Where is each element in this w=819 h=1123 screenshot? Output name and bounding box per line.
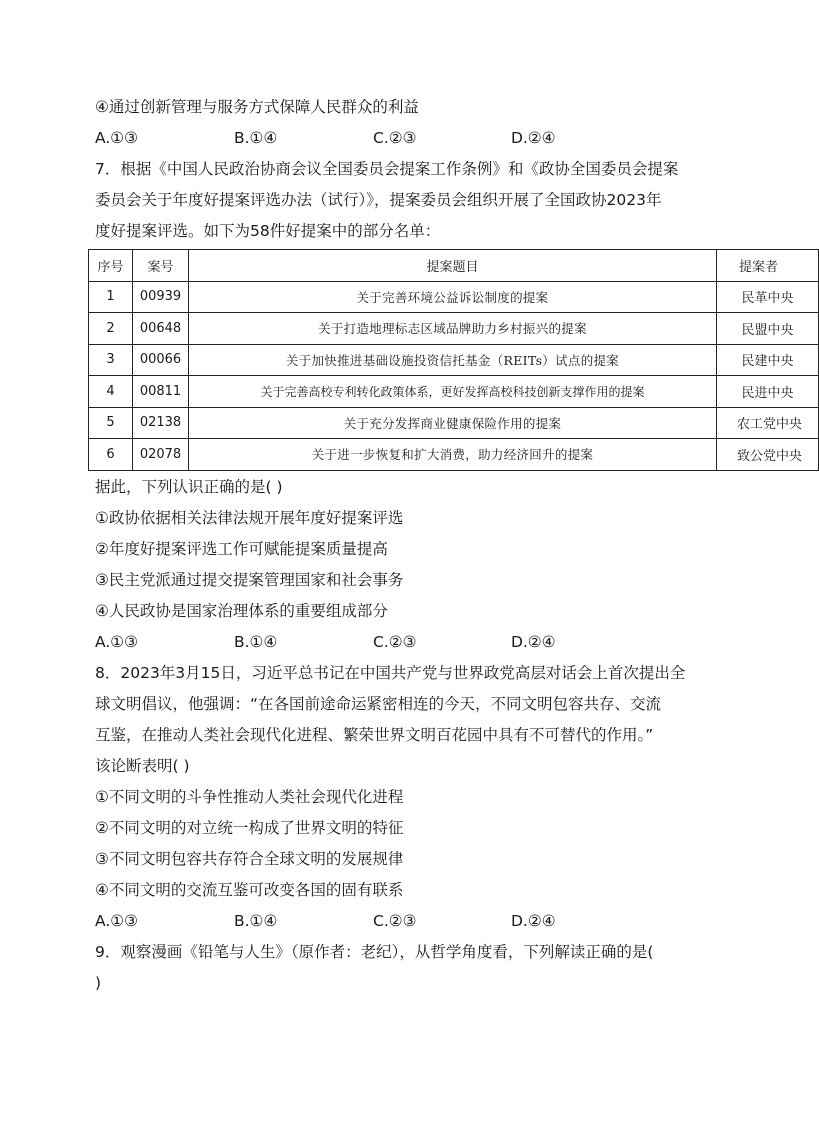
table-row (89, 407, 819, 439)
q7-option-d: D.②④ (511, 633, 556, 651)
row-title: 关于完善环境公益诉讼制度的提案 (189, 281, 717, 313)
q6-option-b: B.①④ (234, 129, 278, 147)
proposal-table-wrapper (88, 249, 802, 471)
row-case-no: 00066 (133, 344, 189, 376)
q8-item-2: ②不同文明的对立统一构成了世界文明的特征 (95, 819, 404, 837)
row-case-no: 00939 (133, 281, 189, 313)
q8-option-b: B.①④ (234, 912, 278, 930)
q8-option-c: C.②③ (373, 912, 417, 930)
q7-stem-line-2: 委员会关于年度好提案评选办法（试行）》，提案委员会组织开展了全国政协2023年 (95, 191, 662, 209)
q7-item-1: ①政协依据相关法律法规开展年度好提案评选 (95, 509, 404, 527)
row-title: 关于完善高校专利转化政策体系，更好发挥高校科技创新支撑作用的提案 (189, 376, 717, 408)
row-title: 关于加快推进基础设施投资信托基金（REITs）试点的提案 (189, 344, 717, 376)
row-serial: 6 (89, 439, 133, 471)
table-header-row (89, 250, 819, 282)
row-serial: 2 (89, 313, 133, 345)
q8-item-4: ④不同文明的交流互鉴可改变各国的固有联系 (95, 881, 404, 899)
q7-stem-line-3: 度好提案评选。如下为58件好提案中的部分名单： (95, 222, 441, 240)
table-row (89, 313, 819, 345)
row-title: 关于充分发挥商业健康保险作用的提案 (189, 407, 717, 439)
q9-stem-line-2: ) (95, 974, 102, 992)
header-serial: 序号 (89, 250, 133, 282)
q8-question: 该论断表明( ) (95, 757, 190, 775)
q7-option-b: B.①④ (234, 633, 278, 651)
q6-option-d: D.②④ (511, 129, 556, 147)
row-case-no: 02138 (133, 407, 189, 439)
row-title: 关于打造地理标志区域品牌助力乡村振兴的提案 (189, 313, 717, 345)
table-row (89, 281, 819, 313)
row-proposer: 民建中央 (717, 344, 819, 376)
row-proposer: 民盟中央 (717, 313, 819, 345)
row-serial: 1 (89, 281, 133, 313)
row-serial: 5 (89, 407, 133, 439)
table-row (89, 376, 819, 408)
q8-option-a: A.①③ (95, 912, 139, 930)
q6-item-4: ④通过创新管理与服务方式保障人民群众的利益 (95, 98, 419, 116)
q7-stem-line-1: 7．根据《中国人民政治协商会议全国委员会提案工作条例》和《政协全国委员会提案 (95, 160, 679, 178)
table-row (89, 344, 819, 376)
header-case-no: 案号 (133, 250, 189, 282)
q7-item-4: ④人民政协是国家治理体系的重要组成部分 (95, 602, 388, 620)
row-title: 关于进一步恢复和扩大消费，助力经济回升的提案 (189, 439, 717, 471)
row-serial: 3 (89, 344, 133, 376)
q7-item-2: ②年度好提案评选工作可赋能提案质量提高 (95, 540, 388, 558)
proposal-table (88, 249, 819, 471)
q8-option-d: D.②④ (511, 912, 556, 930)
q7-question: 据此，下列认识正确的是( ) (95, 478, 283, 496)
header-proposer: 提案者 (717, 250, 819, 282)
q7-option-c: C.②③ (373, 633, 417, 651)
q6-option-c: C.②③ (373, 129, 417, 147)
q9-stem-line-1: 9．观察漫画《铅笔与人生》（原作者：老纪），从哲学角度看，下列解读正确的是( (95, 943, 654, 961)
q8-stem-line-3: 互鉴，在推动人类社会现代化进程、繁荣世界文明百花园中具有不可替代的作用。” (95, 726, 654, 744)
row-proposer: 农工党中央 (717, 407, 819, 439)
row-proposer: 致公党中央 (717, 439, 819, 471)
header-title: 提案题目 (189, 250, 717, 282)
q8-stem-line-1: 8．2023年3月15日，习近平总书记在中国共产党与世界政党高层对话会上首次提出全 (95, 664, 686, 682)
q7-item-3: ③民主党派通过提交提案管理国家和社会事务 (95, 571, 404, 589)
q8-item-3: ③不同文明包容共存符合全球文明的发展规律 (95, 850, 404, 868)
table-row (89, 439, 819, 471)
row-case-no: 00648 (133, 313, 189, 345)
row-proposer: 民进中央 (717, 376, 819, 408)
row-case-no: 02078 (133, 439, 189, 471)
row-case-no: 00811 (133, 376, 189, 408)
row-serial: 4 (89, 376, 133, 408)
q8-stem-line-2: 球文明倡议，他强调：“在各国前途命运紧密相连的今天，不同文明包容共存、交流 (95, 695, 662, 713)
q6-option-a: A.①③ (95, 129, 139, 147)
row-proposer: 民革中央 (717, 281, 819, 313)
q8-item-1: ①不同文明的斗争性推动人类社会现代化进程 (95, 788, 404, 806)
q7-option-a: A.①③ (95, 633, 139, 651)
